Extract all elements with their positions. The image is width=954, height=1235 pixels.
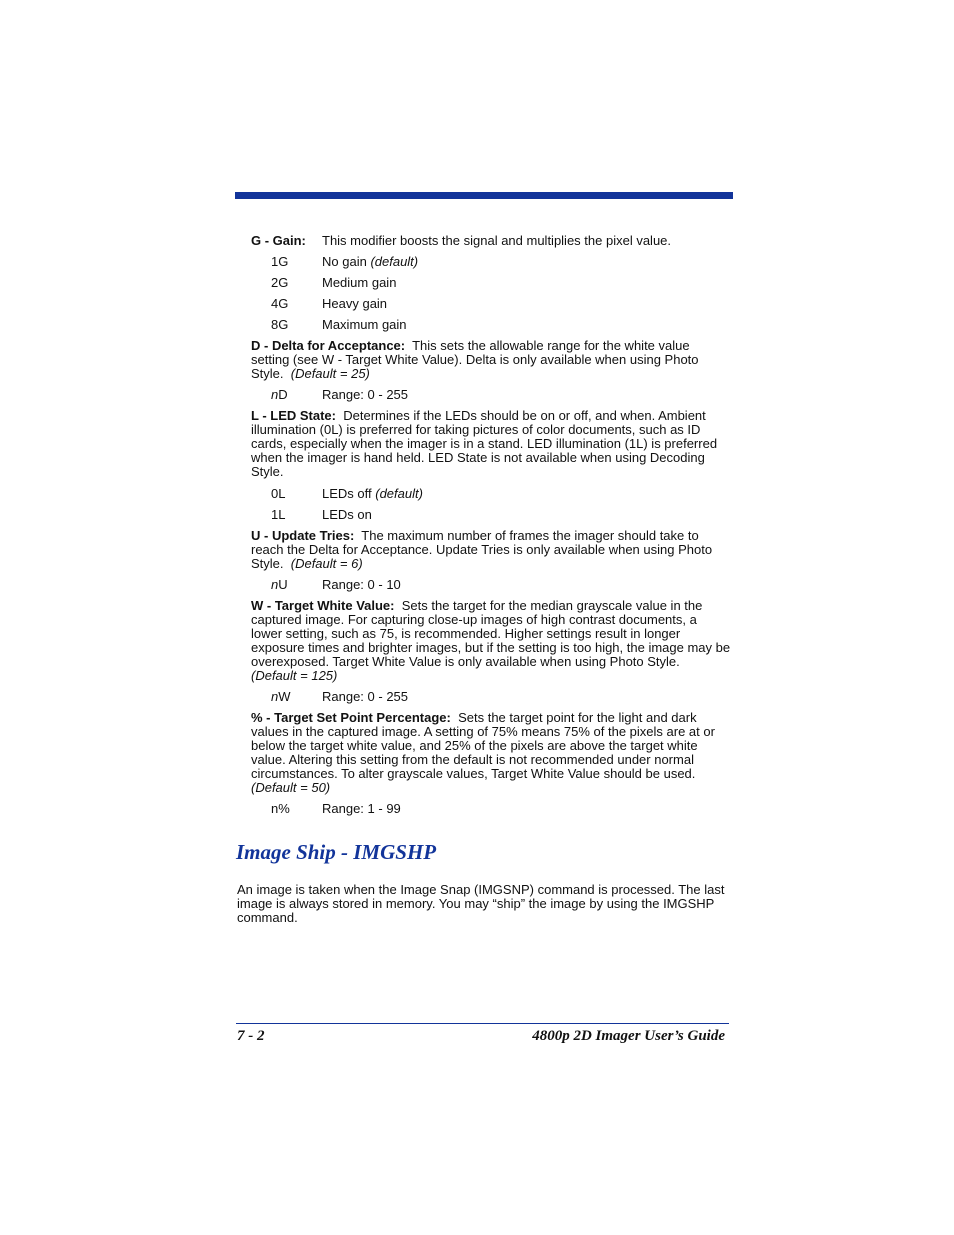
option-desc: LEDs on: [322, 507, 372, 522]
range-code-suffix: U: [278, 577, 288, 592]
option-note: (default): [375, 486, 423, 501]
range-value: Range: 0 - 255: [322, 689, 409, 704]
guide-title: 4800p 2D Imager User’s Guide: [532, 1028, 725, 1044]
option-desc: Heavy gain: [322, 296, 388, 311]
range-code-n: n: [271, 387, 279, 402]
option-code: 8G: [271, 317, 289, 332]
range-code-suffix: D: [278, 387, 288, 402]
led-label: L - LED State:: [251, 408, 336, 423]
update-paragraph: [251, 529, 731, 571]
option-desc: No gain: [322, 254, 367, 269]
gain-label: G - Gain:: [251, 233, 306, 248]
white-default: (Default = 125): [251, 668, 338, 684]
range-value: Range: 0 - 10: [322, 577, 401, 592]
update-text: The maximum number of frames the imager should take to reach the Delta for Acceptance. Update Tries is only available when using Photo Style.: [251, 528, 713, 572]
section-title: Image Ship - IMGSHP: [236, 840, 437, 864]
setpoint-default: (Default = 50): [251, 780, 331, 796]
option-code: 1L: [271, 507, 286, 522]
section-body: An image is taken when the Image Snap (IMGSNP) command is processed. The last image is always stored in memory. You may “ship” the image by using the IMGSHP command.: [237, 882, 725, 926]
page-number: 7 - 2: [237, 1028, 265, 1044]
white-text: Sets the target for the median grayscale value in the captured image. For capturing close-up images of high contrast documents, a lower setting, such as 75, is recommended. Higher settings result in longer exposure times and brighter images, but if the setting is too high, the image may be overexposed. Target White Value is only available when using Photo Style.: [251, 598, 731, 670]
update-label: U - Update Tries:: [251, 528, 355, 543]
setpoint-label: % - Target Set Point Percentage:: [251, 710, 451, 725]
footer-rule: [236, 1023, 729, 1024]
option-desc: LEDs off: [322, 486, 372, 501]
gain-description: This modifier boosts the signal and multiplies the pixel value.: [322, 233, 672, 248]
range-code-n: n: [271, 577, 279, 592]
range-value: Range: 0 - 255: [322, 387, 409, 402]
option-desc: Maximum gain: [322, 317, 407, 332]
option-desc: Medium gain: [322, 275, 397, 290]
setpoint-text: Sets the target point for the light and dark values in the captured image. A setting of 75% means 75% of the pixels are at or below the target white value, and 25% of the pixels are above the target white value. Altering this setting from the default is not recommended under normal circumstances. To alter grayscale values, Target White Value should be used.: [251, 710, 715, 782]
option-note: (default): [370, 254, 419, 269]
delta-paragraph: [251, 339, 731, 381]
range-code: n%: [271, 801, 290, 816]
delta-label: D - Delta for Acceptance:: [251, 338, 406, 353]
delta-text: This sets the allowable range for the white value setting (see W - Target White Value). Delta is only available when using Photo Style.: [251, 338, 699, 382]
option-code: 2G: [271, 275, 289, 290]
range-value: Range: 1 - 99: [322, 801, 401, 816]
option-code: 0L: [271, 486, 286, 501]
white-label: W - Target White Value:: [251, 598, 395, 613]
delta-default: (Default = 25): [290, 366, 370, 382]
update-default: (Default = 6): [290, 556, 363, 572]
led-text: Determines if the LEDs should be on or off, and when. Ambient illumination (0L) is preferred for taking pictures of color documents, such as ID cards, especially when the imager is in a stand. LED illumination (1L) is preferred when the imager is hand held. LED State is not available when using Decoding Style.: [251, 408, 718, 480]
range-code-n: n: [271, 689, 279, 704]
option-code: 4G: [271, 296, 289, 311]
led-paragraph: [251, 409, 731, 479]
white-paragraph: [251, 599, 731, 684]
setpoint-paragraph: [251, 711, 731, 796]
header-rule: [235, 192, 733, 199]
range-code-suffix: W: [278, 689, 291, 704]
option-code: 1G: [271, 254, 289, 269]
